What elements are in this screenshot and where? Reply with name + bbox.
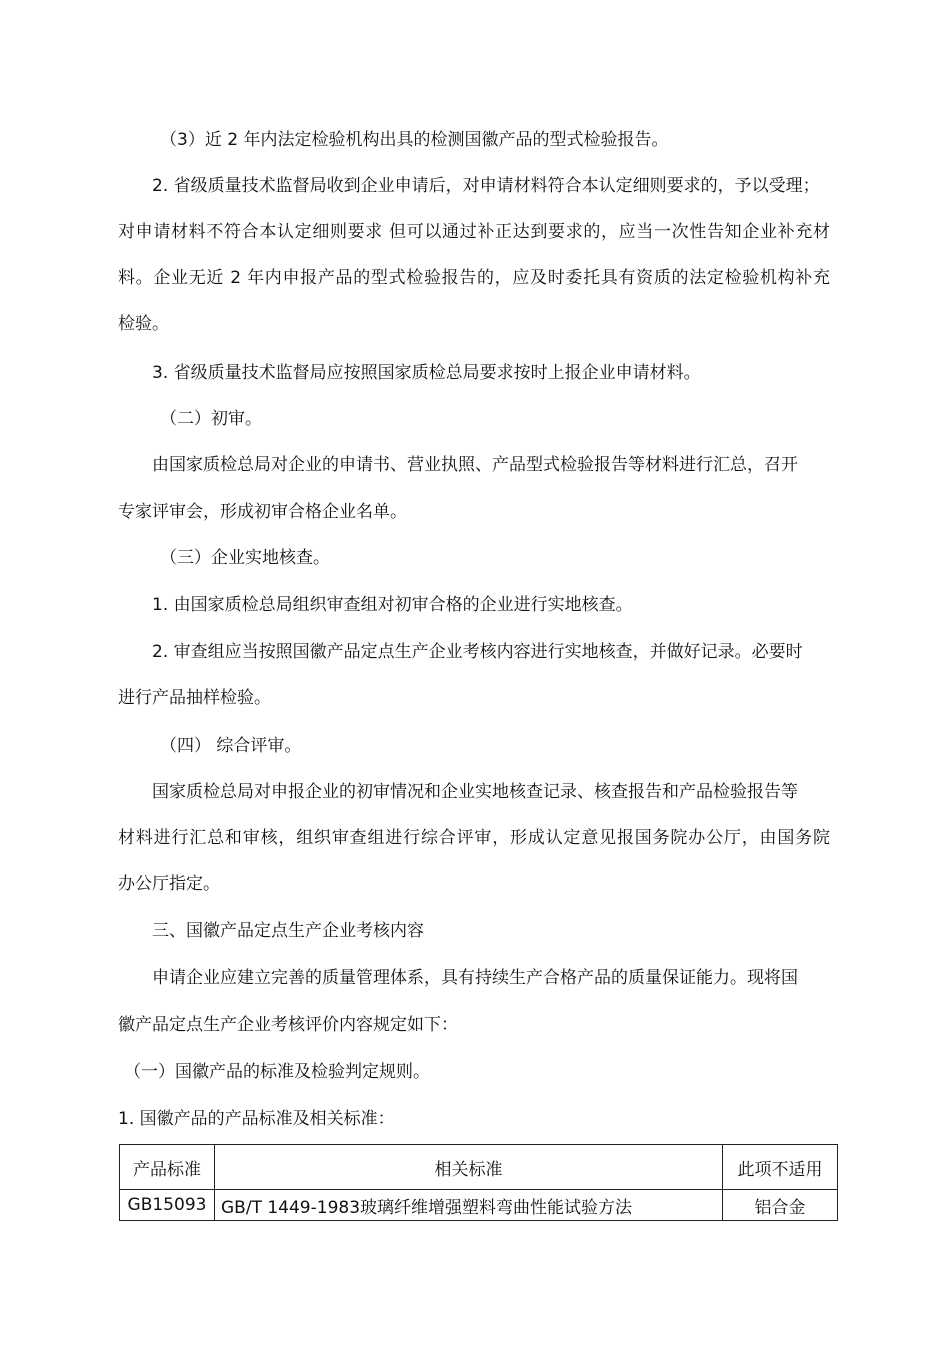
cell-related-standard: GB/T 1449-1983玻璃纤维增强塑料弯曲性能试验方法 bbox=[215, 1190, 723, 1221]
text-line-5: 检验。 bbox=[118, 314, 169, 334]
text-line-20: 徽产品定点生产企业考核评价内容规定如下： bbox=[118, 1015, 458, 1035]
section-heading-assessment-content: 三、国徽产品定点生产企业考核内容 bbox=[152, 921, 424, 941]
table-row bbox=[120, 1190, 838, 1221]
table-header-row bbox=[120, 1145, 838, 1190]
cell-not-applicable: 铝合金 bbox=[723, 1190, 838, 1221]
header-related-standard: 相关标准 bbox=[215, 1145, 723, 1190]
standards-table bbox=[119, 1144, 838, 1221]
text-line-17: 办公厅指定。 bbox=[118, 874, 220, 894]
text-line-16: 材料进行汇总和审核，组织审查组进行综合评审，形成认定意见报国务院办公厅，由国务院 bbox=[118, 828, 830, 848]
text-line-19: 申请企业应建立完善的质量管理体系，具有持续生产合格产品的质量保证能力。现将国 bbox=[152, 968, 798, 988]
text-line-9: 专家评审会，形成初审合格企业名单。 bbox=[118, 502, 407, 522]
cell-product-standard: GB15093 bbox=[120, 1190, 215, 1221]
text-line-11: 1. 由国家质检总局组织审查组对初审合格的企业进行实地核查。 bbox=[152, 595, 633, 615]
text-line-15: 国家质检总局对申报企业的初审情况和企业实地核查记录、核查报告和产品检验报告等 bbox=[152, 782, 798, 802]
section-heading-comprehensive-review: （四） 综合评审。 bbox=[160, 736, 302, 756]
text-line-3: 对申请材料不符合本认定细则要求 但可以通过补正达到要求的，应当一次性告知企业补充材 bbox=[118, 222, 830, 242]
section-heading-site-inspection: （三）企业实地核查。 bbox=[160, 548, 330, 568]
text-line-1: （3）近 2 年内法定检验机构出具的检测国徽产品的型式检验报告。 bbox=[160, 130, 669, 150]
header-not-applicable: 此项不适用 bbox=[723, 1145, 838, 1190]
text-line-4: 料。企业无近 2 年内申报产品的型式检验报告的，应及时委托具有资质的法定检验机构补充 bbox=[118, 268, 830, 288]
text-line-12: 2. 审查组应当按照国徽产品定点生产企业考核内容进行实地核查，并做好记录。必要时 bbox=[152, 642, 803, 662]
text-line-8: 由国家质检总局对企业的申请书、营业执照、产品型式检验报告等材料进行汇总，召开 bbox=[152, 455, 798, 475]
text-line-2: 2. 省级质量技术监督局收到企业申请后，对申请材料符合本认定细则要求的，予以受理； bbox=[152, 176, 820, 196]
header-product-standard: 产品标准 bbox=[120, 1145, 215, 1190]
section-heading-standards: （一）国徽产品的标准及检验判定规则。 bbox=[124, 1062, 430, 1082]
text-line-22: 1. 国徽产品的产品标准及相关标准： bbox=[118, 1109, 395, 1129]
text-line-13: 进行产品抽样检验。 bbox=[118, 688, 271, 708]
section-heading-initial-review: （二）初审。 bbox=[160, 409, 262, 429]
text-line-6: 3. 省级质量技术监督局应按照国家质检总局要求按时上报企业申请材料。 bbox=[152, 363, 701, 383]
